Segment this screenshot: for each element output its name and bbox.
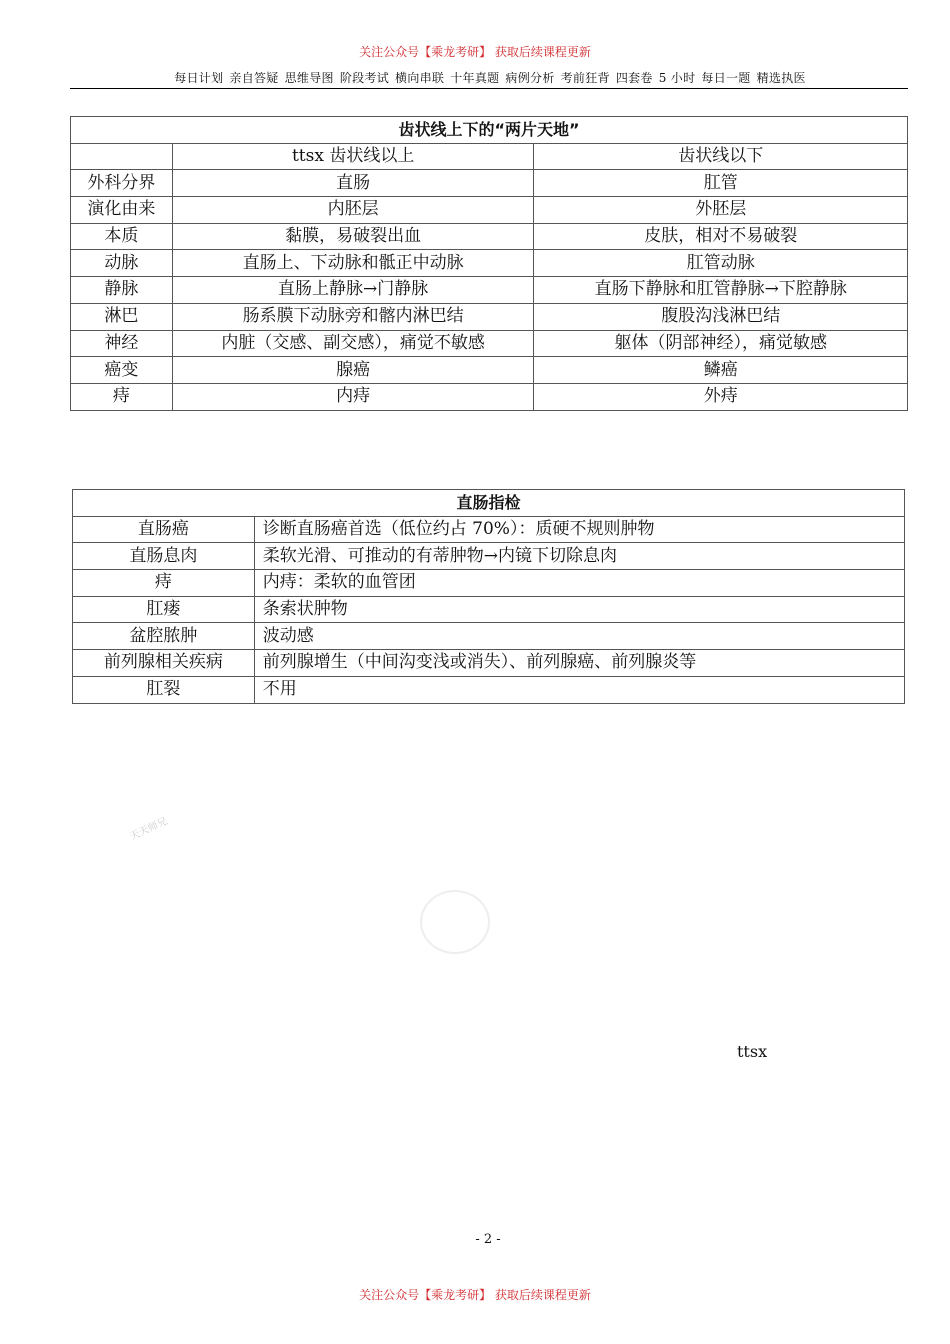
cell: 肠系膜下动脉旁和髂内淋巴结 bbox=[172, 303, 534, 330]
ttsx-mark: ttsx bbox=[737, 1042, 768, 1061]
row-label: 演化由来 bbox=[71, 197, 173, 224]
table-row bbox=[73, 623, 905, 650]
cell: 不用 bbox=[254, 676, 904, 703]
cell: 内胚层 bbox=[172, 197, 534, 224]
cell: 肛管动脉 bbox=[534, 250, 908, 277]
table-row bbox=[73, 516, 905, 543]
cell: 外痔 bbox=[534, 383, 908, 410]
cell: 前列腺增生（中间沟变浅或消失）、前列腺癌、前列腺炎等 bbox=[254, 650, 904, 677]
cell: 波动感 bbox=[254, 623, 904, 650]
cell: 条索状肿物 bbox=[254, 596, 904, 623]
header-promo: 关注公众号【乘龙考研】 获取后续课程更新 bbox=[359, 45, 591, 59]
dentate-line-table bbox=[70, 116, 908, 411]
row-label: 前列腺相关疾病 bbox=[73, 650, 255, 677]
page-number: - 2 - bbox=[475, 1232, 501, 1247]
nav-item: 横向串联 bbox=[395, 71, 445, 85]
table-row bbox=[71, 170, 908, 197]
cell: 直肠 bbox=[172, 170, 534, 197]
table-row bbox=[73, 596, 905, 623]
cell: 腹股沟浅淋巴结 bbox=[534, 303, 908, 330]
table-row bbox=[71, 250, 908, 277]
row-label: 癌变 bbox=[71, 357, 173, 384]
row-label: 痔 bbox=[73, 570, 255, 597]
cell: 躯体（阴部神经），痛觉敏感 bbox=[534, 330, 908, 357]
nav-item: 每日计划 bbox=[174, 71, 224, 85]
digital-rectal-exam-table bbox=[72, 489, 905, 704]
table-header-row bbox=[71, 143, 908, 170]
cell: 内痔：柔软的血管团 bbox=[254, 570, 904, 597]
row-label: 外科分界 bbox=[71, 170, 173, 197]
cell: 鳞癌 bbox=[534, 357, 908, 384]
header-cell: 齿状线以下 bbox=[534, 143, 908, 170]
row-label: 直肠息肉 bbox=[73, 543, 255, 570]
row-label: 神经 bbox=[71, 330, 173, 357]
nav-item: 亲自答疑 bbox=[229, 71, 279, 85]
nav-item: 阶段考试 bbox=[339, 71, 390, 85]
table-title: 齿状线上下的“两片天地” bbox=[71, 117, 908, 144]
cell: 直肠上静脉→门静脉 bbox=[172, 277, 534, 304]
table-row bbox=[73, 650, 905, 677]
row-label: 静脉 bbox=[71, 277, 173, 304]
cell: 皮肤，相对不易破裂 bbox=[534, 223, 908, 250]
table-row bbox=[71, 330, 908, 357]
nav-item: 四套卷 bbox=[615, 71, 653, 85]
table-row bbox=[71, 223, 908, 250]
cell: 外胚层 bbox=[534, 197, 908, 224]
table-title: 直肠指检 bbox=[73, 490, 905, 517]
cell: 内痔 bbox=[172, 383, 534, 410]
header-cell: ttsx 齿状线以上 bbox=[172, 143, 534, 170]
row-label: 痔 bbox=[71, 383, 173, 410]
table-row bbox=[71, 197, 908, 224]
table-row bbox=[73, 543, 905, 570]
nav-item: 十年真题 bbox=[450, 71, 500, 85]
nav-item: 考前狂背 bbox=[560, 71, 610, 85]
cell: 诊断直肠癌首选（低位约占 70%）：质硬不规则肿物 bbox=[254, 516, 904, 543]
row-label: 淋巴 bbox=[71, 303, 173, 330]
table-row bbox=[71, 303, 908, 330]
nav-item: 思维导图 bbox=[284, 71, 334, 85]
watermark-text: 天天师兄 bbox=[128, 815, 170, 843]
cell: 柔软光滑、可推动的有蒂肿物→内镜下切除息肉 bbox=[254, 543, 904, 570]
header-nav bbox=[0, 69, 950, 86]
header-cell bbox=[71, 143, 173, 170]
row-label: 肛瘘 bbox=[73, 596, 255, 623]
cell: 腺癌 bbox=[172, 357, 534, 384]
row-label: 盆腔脓肿 bbox=[73, 623, 255, 650]
row-label: 动脉 bbox=[71, 250, 173, 277]
row-label: 本质 bbox=[71, 223, 173, 250]
table-row bbox=[73, 570, 905, 597]
header-divider bbox=[70, 88, 908, 89]
row-label: 肛裂 bbox=[73, 676, 255, 703]
cell: 直肠上、下动脉和骶正中动脉 bbox=[172, 250, 534, 277]
table-row bbox=[71, 277, 908, 304]
cell: 内脏（交感、副交感），痛觉不敏感 bbox=[172, 330, 534, 357]
nav-item: 精选执医 bbox=[756, 71, 806, 85]
row-label: 直肠癌 bbox=[73, 516, 255, 543]
table-row bbox=[71, 383, 908, 410]
nav-item: 病例分析 bbox=[505, 71, 555, 85]
cell: 黏膜，易破裂出血 bbox=[172, 223, 534, 250]
nav-item: 5 小时 bbox=[658, 71, 696, 85]
panda-watermark-icon bbox=[420, 890, 490, 954]
cell: 肛管 bbox=[534, 170, 908, 197]
table-row bbox=[73, 676, 905, 703]
footer-promo: 关注公众号【乘龙考研】 获取后续课程更新 bbox=[359, 1288, 591, 1302]
table-row bbox=[71, 357, 908, 384]
cell: 直肠下静脉和肛管静脉→下腔静脉 bbox=[534, 277, 908, 304]
nav-item: 每日一题 bbox=[701, 71, 751, 85]
